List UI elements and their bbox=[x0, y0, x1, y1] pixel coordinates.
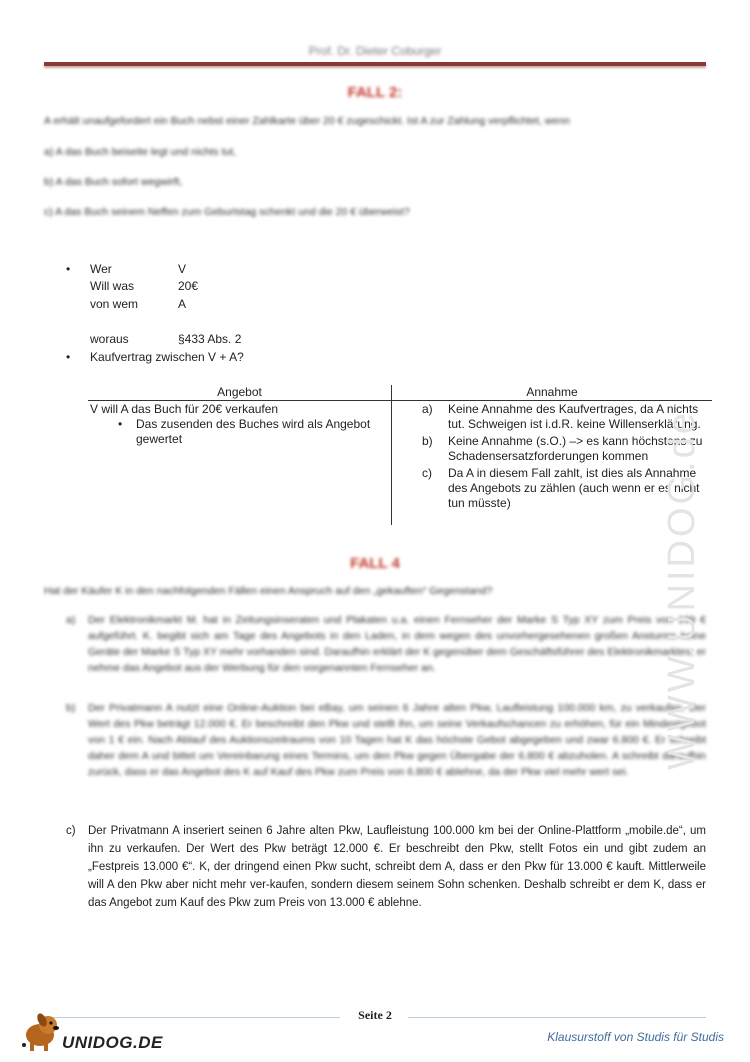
fall2-intro: A erhält unaufgefordert ein Buch nebst einer Zahlkarte über 20 € zugeschickt. Ist A zur Zahlung verpflichtet, wenn bbox=[44, 115, 570, 127]
watermark bbox=[654, 230, 750, 790]
value-wer: V bbox=[178, 262, 187, 276]
label-willwas: Will was bbox=[90, 279, 134, 293]
table-cell-angebot bbox=[90, 402, 386, 447]
fall2-option-b: b) A das Buch sofort wegwirft, bbox=[44, 176, 183, 188]
fall4-item-a bbox=[66, 612, 706, 676]
logo-text: UNIDOG.DE bbox=[62, 1033, 163, 1052]
annahme-item-label: b) bbox=[422, 434, 433, 448]
bullet-dot: • bbox=[118, 417, 123, 431]
fall2-title: FALL 2: bbox=[347, 84, 403, 101]
label-woraus: woraus bbox=[90, 332, 129, 346]
fall4-title: FALL 4 bbox=[350, 555, 400, 572]
label-wer: Wer bbox=[90, 262, 112, 276]
fall4-item-label: b) bbox=[66, 702, 76, 714]
table-head-angebot: Angebot bbox=[217, 385, 262, 399]
bullet-dot: • bbox=[66, 262, 71, 276]
unidog-logo bbox=[18, 1005, 168, 1057]
offer-acceptance-table bbox=[88, 385, 712, 525]
annahme-item-label: a) bbox=[422, 402, 433, 416]
header-rule bbox=[44, 62, 706, 66]
table-head-annahme: Annahme bbox=[526, 385, 578, 399]
table-column-divider bbox=[391, 385, 392, 525]
bullet-dot: • bbox=[66, 350, 71, 364]
annahme-item-text: Da A in diesem Fall zahlt, ist dies als Annahme des Angebots zu zählen (auch wenn er es nicht tun müsste) bbox=[448, 466, 700, 510]
fall4-intro: Hat der Käufer K in den nachfolgenden Fällen einen Anspruch auf den „gekauften“ Gegenstand? bbox=[44, 585, 493, 597]
value-woraus: §433 Abs. 2 bbox=[178, 332, 242, 346]
label-vonwem: von wem bbox=[90, 297, 139, 311]
value-willwas: 20€ bbox=[178, 279, 199, 293]
fall4-item-c bbox=[66, 822, 706, 912]
annahme-item-text: Keine Annahme des Kaufvertrages, da A nichts tut. Schweigen ist i.d.R. keine Willenserklärung. bbox=[448, 402, 701, 431]
page-number: Seite 2 bbox=[358, 1008, 392, 1022]
fall4-item-label: a) bbox=[66, 614, 76, 626]
footer-tagline: Klausurstoff von Studis für Studis bbox=[547, 1030, 724, 1044]
angebot-main: V will A das Buch für 20€ verkaufen bbox=[90, 402, 279, 416]
fall4-item-label: c) bbox=[66, 825, 76, 837]
fall4-item-text: Der Privatmann A inseriert seinen 6 Jahre alten Pkw, Laufleistung 100.000 km bei der Online-Plattform „mobile.de“, um ihn zu verkaufen. Der Wert des Pkw beträgt 12.000 €. Er beschreibt den Pkw, stellt Fotos ein und gibt zudem an „Festpreis 13.000 €“. K, der dringend einen Pkw sucht, schreibt dem A, dass er den Pkw für 13.000 € kauft. Mittlerweile will A den Pkw aber nicht mehr ver-kaufen, sondern diesem seinem Sohn schenken. Deshalb schreibt er dem K, dass er das Angebot zum Kauf des Pkw zum Preis von 13.000 € ablehne. bbox=[88, 825, 706, 909]
fall4-item-text: Der Privatmann A nutzt eine Online-Auktion bei eBay, um seinen 6 Jahre alten Pkw, Laufleistung 100.000 km, zu verkaufen. Der Wert des Pkw beträgt 12.000 €. Er beschreibt den Pkw und stellt ihn, um seine Verkaufschancen zu erhöhen, für ein Mindestgebot von 1 € ein. Nach Ablauf des Auktionszeitraums von 10 Tagen hat K das höchste Gebot abgegeben und zwar 6.800 €. Er schreibt daher dem A und bittet um Vereinbarung eines Termins, um den Pkw gegen Übergabe der 6.800 € abzuholen. A schreibt daraufhin zurück, dass er das Angebot des K auf Kauf des Pkw zum Preis von 6.800 € ablehne, da der Pkw viel mehr wert sei. bbox=[88, 702, 706, 778]
kaufvertrag-question: Kaufvertrag zwischen V + A? bbox=[90, 350, 244, 364]
fall4-item-b bbox=[66, 700, 706, 820]
table-header-rule bbox=[88, 400, 712, 401]
annahme-item-label: c) bbox=[422, 466, 432, 480]
fall2-option-a: a) A das Buch beiseite legt und nichts tut, bbox=[44, 146, 237, 158]
angebot-sub-item bbox=[90, 417, 386, 447]
header-author: Prof. Dr. Dieter Coburger bbox=[308, 44, 442, 58]
fall4-item-text: Der Elektronikmarkt M. hat in Zeitungsinseraten und Plakaten u.a. einen Fernseher der Marke S Typ XY zum Preis von 199 € aufgeführt. K. begibt sich am Tage des Angebots in den Laden, in dem wegen des unvorhergesehenen großen Ansturms keine Geräte der Marke S Typ XY mehr vorhanden sind. Daraufhin erklärt der K gegenüber dem Geschäftsführer des Elektronikmarktes, er nehme das Angebot aus der Werbung für den vorgenannten Fernseher an. bbox=[88, 614, 706, 674]
annahme-item-text: Keine Annahme (s.O.) –> es kann höchstens zu Schadensersatzforderungen kommen bbox=[448, 434, 703, 463]
value-vonwem: A bbox=[178, 297, 187, 311]
fall2-option-c: c) A das Buch seinem Neffen zum Geburtstag schenkt und die 20 € überweist? bbox=[44, 206, 410, 218]
watermark-text: WWW.UNIDOG.de bbox=[661, 410, 703, 770]
angebot-sub-text: Das zusenden des Buches wird als Angebot gewertet bbox=[136, 417, 371, 446]
